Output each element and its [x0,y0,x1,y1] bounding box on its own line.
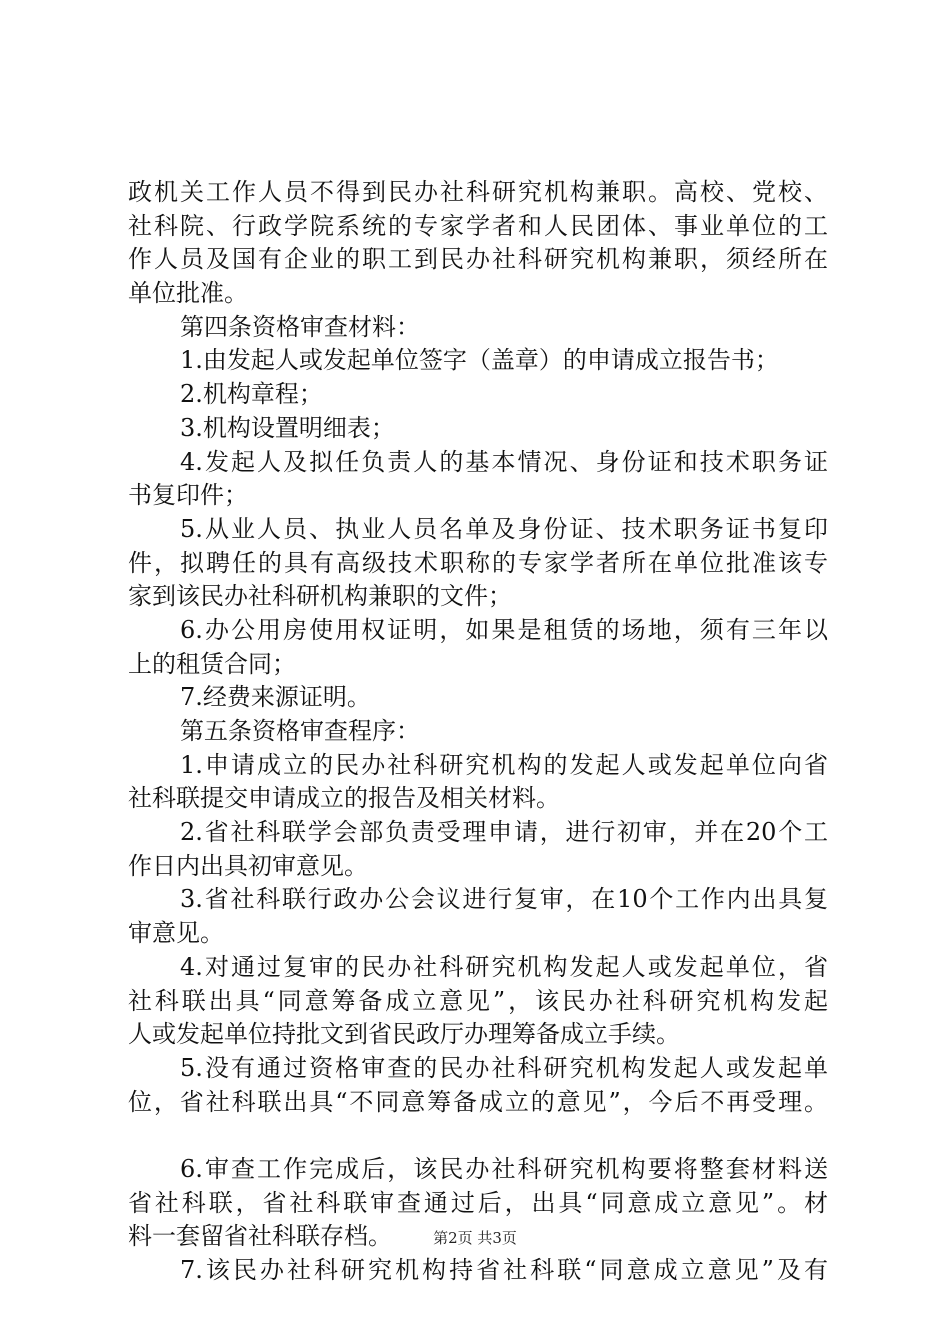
text-line: 4.发起人及拟任负责人的基本情况、身份证和技术职务证 [180,447,828,476]
text-line: 政机关工作人员不得到民办社科研究机构兼职。高校、党校、 [128,178,828,206]
text-line: 位，省社科联出具“不同意筹备成立的意见”，今后不再受理。 [128,1087,828,1116]
text-line: 第四条资格审查材料： [180,312,420,341]
document-body [128,176,828,1288]
text-line: 家到该民办社科研机构兼职的文件； [128,582,512,611]
text-line: 作人员及国有企业的职工到民办社科研究机构兼职，须经所在 [128,245,828,274]
text-line: 6.办公用房使用权证明，如果是租赁的场地，须有三年以 [180,615,828,644]
text-line: 省社科联，省社科联审查通过后，出具“同意成立意见”。材 [128,1188,828,1217]
text-line: 1.申请成立的民办社科研究机构的发起人或发起单位向省 [180,750,828,779]
text-line: 社科联提交申请成立的报告及相关材料。 [128,784,560,813]
text-line: 3.省社科联行政办公会议进行复审，在10个工作内出具复 [180,885,828,914]
text-line: 料一套留省社科联存档。 [128,1222,392,1251]
text-line: 7.经费来源证明。 [180,683,371,712]
text-line: 书复印件； [128,481,248,510]
text-line: 社科联出具“同意筹备成立意见”，该民办社科研究机构发起 [128,986,828,1015]
text-line: 单位批准。 [128,279,248,308]
text-line: 5.没有通过资格审查的民办社科研究机构发起人或发起单 [180,1053,828,1082]
text-line: 件，拟聘任的具有高级技术职称的专家学者所在单位批准该专 [128,548,828,577]
text-line: 社科院、行政学院系统的专家学者和人民团体、事业单位的工 [128,211,828,240]
text-line: 3.机构设置明细表； [180,413,395,442]
text-line [128,1119,828,1153]
page-footer: 第2页 共3页 [433,1229,517,1247]
text-line: 4.对通过复审的民办社科研究机构发起人或发起单位，省 [180,952,828,981]
text-line: 审意见。 [128,919,224,948]
text-line: 上的租赁合同； [128,649,296,678]
text-line: 作日内出具初审意见。 [128,851,368,880]
text-line: 6.审查工作完成后，该民办社科研究机构要将整套材料送 [180,1154,828,1183]
text-line: 7.该民办社科研究机构持省社科联“同意成立意见”及有 [180,1256,828,1284]
text-line: 5.从业人员、执业人员名单及身份证、技术职务证书复印 [180,514,828,543]
text-line: 人或发起单位持批文到省民政厅办理筹备成立手续。 [128,1020,680,1049]
text-line: 第五条资格审查程序： [180,717,420,745]
text-line: 2.机构章程； [180,380,323,409]
text-line: 2.省社科联学会部负责受理申请，进行初审，并在20个工 [180,818,828,847]
text-line: 1.由发起人或发起单位签字（盖章）的申请成立报告书； [180,346,779,375]
